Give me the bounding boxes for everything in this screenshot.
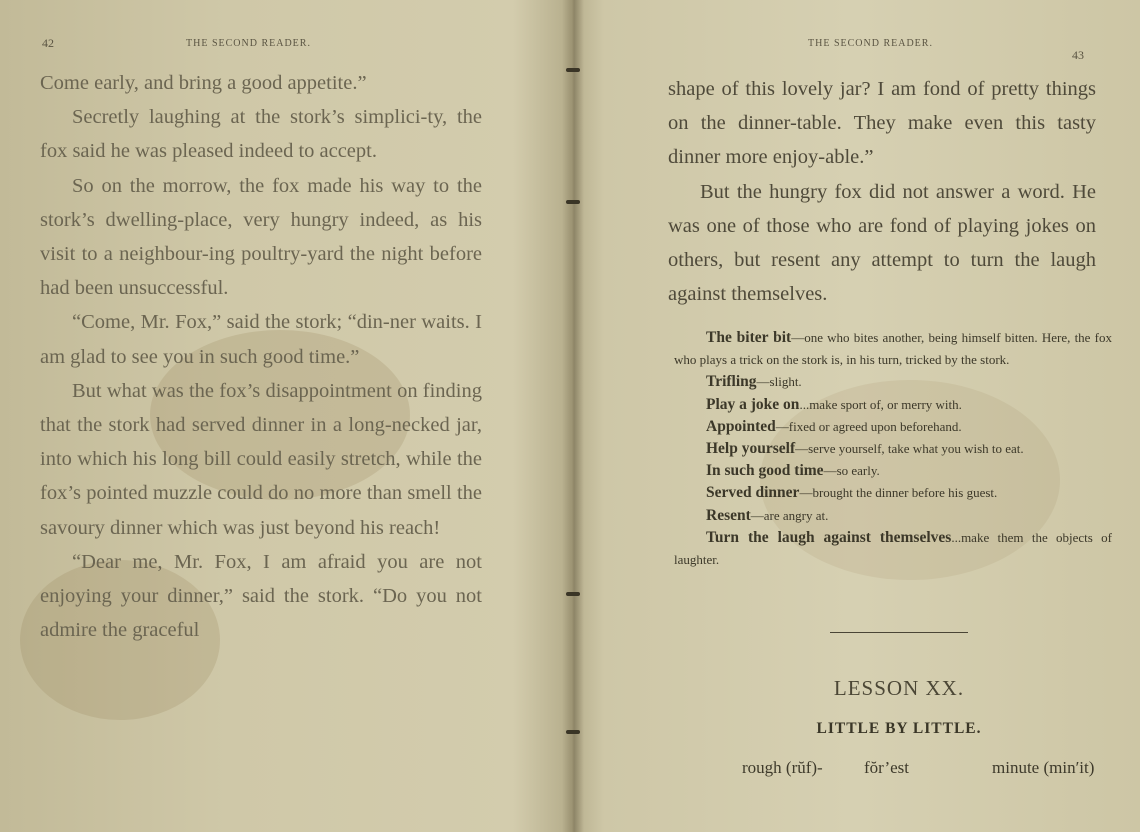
left-body-text: [40, 66, 482, 647]
note-item: [674, 460, 1112, 482]
running-head: THE SECOND READER.: [808, 38, 933, 49]
binding-stitch: [566, 68, 580, 72]
note-definition: —slight.: [756, 374, 802, 390]
page-number: 42: [42, 36, 54, 50]
paragraph: So on the morrow, the fox made his way to the stork’s dwelling-place, very hungry indeed, as his visit to a neighbour-ing poultry-yard the night before had been unsuccessful.: [40, 174, 482, 300]
note-term: Trifling: [706, 373, 757, 391]
paragraph: But what was the fox’s disappointment on finding that the stork had served dinner in a long-necked jar, into which his long bill could easily stretch, while the fox’s pointed muzzle could do no more than smell the savoury dinner which was just beyond his reach!: [40, 379, 482, 539]
page-number: 43: [1072, 48, 1084, 62]
glossary-notes: [674, 327, 1112, 571]
vocab-word: minute (min′it): [992, 758, 1095, 777]
running-head: THE SECOND READER.: [186, 38, 311, 49]
note-definition: —so early.: [823, 463, 880, 479]
binding-stitch: [566, 592, 580, 596]
note-item: [674, 527, 1112, 571]
note-term: Help yourself: [706, 440, 796, 458]
book-gutter: [562, 0, 584, 832]
note-definition: —serve yourself, take what you wish to eat.: [795, 441, 1024, 457]
note-definition: —fixed or agreed upon beforehand.: [775, 418, 962, 434]
right-body-text: [668, 72, 1096, 311]
note-definition: —brought the dinner before his guest.: [799, 485, 998, 501]
note-term: Resent: [706, 506, 751, 524]
note-item: [674, 416, 1112, 438]
divider-rule: [830, 632, 968, 633]
note-term: Turn the laugh against themselves: [706, 528, 952, 546]
note-item: [674, 505, 1112, 527]
note-item: [674, 371, 1112, 393]
note-definition: ...make sport of, or merry with.: [799, 396, 962, 412]
binding-stitch: [566, 200, 580, 204]
vocab-word: rough (rŭf)-: [742, 758, 823, 777]
lesson-subtitle: LITTLE BY LITTLE.: [816, 720, 982, 737]
note-item: [674, 327, 1112, 371]
note-term: Served dinner: [706, 484, 800, 502]
paragraph: “Dear me, Mr. Fox, I am afraid you are not enjoying your dinner,” said the stork. “Do you not admire the graceful: [40, 550, 482, 642]
left-page: [0, 0, 562, 832]
paragraph: “Come, Mr. Fox,” said the stork; “din-ner waits. I am glad to see you in such good time.”: [40, 311, 482, 368]
note-term: In such good time: [706, 462, 824, 480]
paragraph: Come early, and bring a good appetite.”: [40, 72, 367, 94]
paragraph: shape of this lovely jar? I am fond of pretty things on the dinner-table. They make even this tasty dinner more enjoy-able.”: [668, 78, 1096, 169]
note-term: Appointed: [706, 417, 776, 435]
vocab-word: fŏr’est: [864, 758, 909, 777]
note-definition: ...make them the objects of laughter.: [674, 529, 1112, 568]
paragraph: Secretly laughing at the stork’s simplici-ty, the fox said he was pleased indeed to accept.: [40, 106, 482, 163]
lesson-title: LESSON XX.: [833, 676, 965, 700]
note-definition: —are angry at.: [750, 507, 829, 523]
note-item: [674, 482, 1112, 504]
paragraph: But the hungry fox did not answer a word. He was one of those who are fond of playing jokes on others, but resent any attempt to turn the laugh against themselves.: [668, 180, 1096, 306]
binding-stitch: [566, 730, 580, 734]
note-term: The biter bit: [706, 329, 792, 346]
note-item: [674, 394, 1112, 416]
note-item: [674, 438, 1112, 460]
note-term: Play a joke on: [706, 395, 800, 413]
note-definition: —one who bites another, being himself bitten. Here, the fox who plays a trick on the stork is, in his turn, tricked by the stork.: [674, 330, 1113, 368]
